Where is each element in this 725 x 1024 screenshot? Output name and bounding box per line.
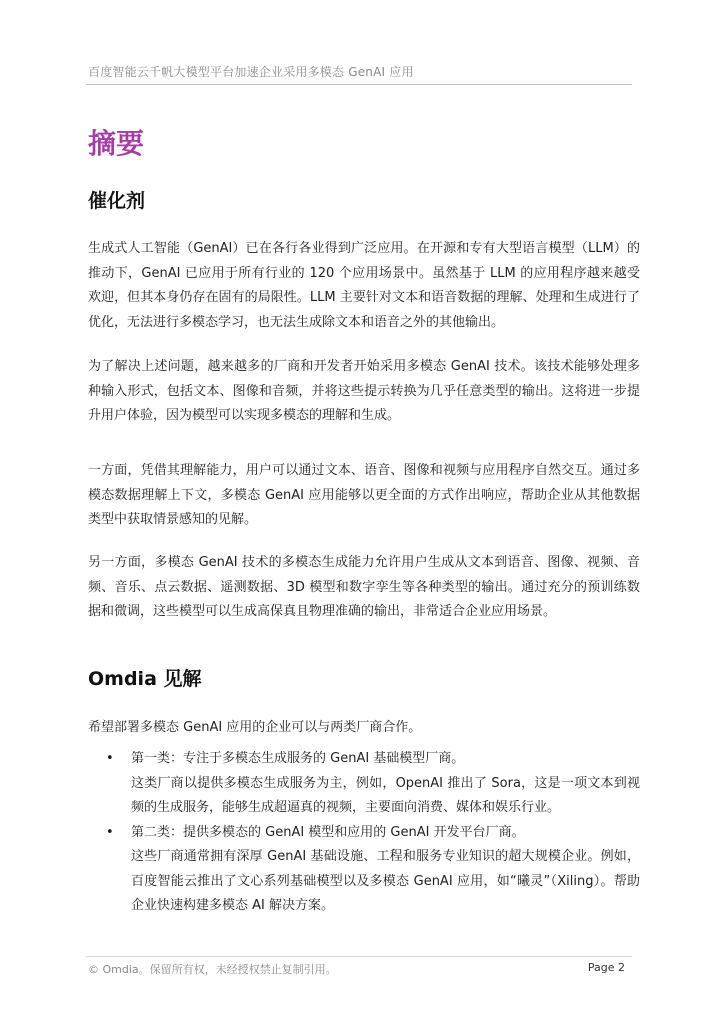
- section-heading-insight: Omdia 见解: [88, 668, 202, 690]
- list-item: [88, 747, 640, 821]
- section-heading-catalyst: 催化剂: [88, 190, 146, 212]
- bullet-title: 第二类：提供多模态的 GenAI 模型和应用的 GenAI 开发平台厂商。: [131, 824, 525, 840]
- page-number: Page 2: [587, 961, 625, 974]
- bullet-icon: •: [106, 824, 114, 840]
- insight-intro: 希望部署多模态 GenAI 应用的企业可以与两类厂商合作。: [88, 720, 422, 735]
- bullet-body: 这些厂商通常拥有深厚 GenAI 基础设施、工程和服务专业知识的超大规模企业。例如，百度智能云推出了文心系列基础模型以及多模态 GenAI 应用，如“曦灵”（Xiling）。帮助企业快速构建多模态 AI 解决方案。: [131, 849, 640, 913]
- footer-copyright: © Omdia。保留所有权，未经授权禁止复制引用。: [88, 963, 337, 976]
- footer-divider: [86, 956, 632, 957]
- paragraph: 为了解决上述问题，越来越多的厂商和开发者开始采用多模态 GenAI 技术。该技术能够处理多种输入形式，包括文本、图像和音频，并将这些提示转换为几乎任意类型的输出。这将进一步提升用户体验，因为模型可以实现多模态的理解和生成。: [88, 359, 640, 423]
- vendor-type-list: [88, 747, 640, 919]
- list-item: [88, 821, 640, 919]
- running-header: 百度智能云千帆大模型平台加速企业采用多模态 GenAI 应用: [88, 65, 414, 79]
- page-title: 摘要: [88, 127, 145, 160]
- paragraph: 生成式人工智能（GenAI）已在各行各业得到广泛应用。在开源和专有大型语言模型（LLM）的推动下，GenAI 已应用于所有行业的 120 个应用场景中。虽然基于 LLM 的应用程序越来越受欢迎，但其本身仍存在固有的局限性。LLM 主要针对文本和语音数据的理解、处理和生成进行了优化，无法进行多模态学习，也无法生成除文本和语音之外的其他输出。: [88, 241, 640, 330]
- paragraph: 另一方面，多模态 GenAI 技术的多模态生成能力允许用户生成从文本到语音、图像、视频、音频、音乐、点云数据、遥测数据、3D 模型和数字孪生等各种类型的输出。通过充分的预训练数据和微调，这些模型可以生成高保真且物理准确的输出，非常适合企业应用场景。: [88, 555, 640, 619]
- paragraph: 一方面，凭借其理解能力，用户可以通过文本、语音、图像和视频与应用程序自然交互。通过多模态数据理解上下文，多模态 GenAI 应用能够以更全面的方式作出响应，帮助企业从其他数据类型中获取情景感知的见解。: [88, 463, 640, 527]
- bullet-body: 这类厂商以提供多模态生成服务为主，例如，OpenAI 推出了 Sora，这是一项文本到视频的生成服务，能够生成超逼真的视频，主要面向消费、媒体和娱乐行业。: [131, 775, 640, 815]
- bullet-icon: •: [106, 751, 114, 766]
- header-divider: [86, 84, 632, 85]
- bullet-title: 第一类：专注于多模态生成服务的 GenAI 基础模型厂商。: [131, 751, 465, 766]
